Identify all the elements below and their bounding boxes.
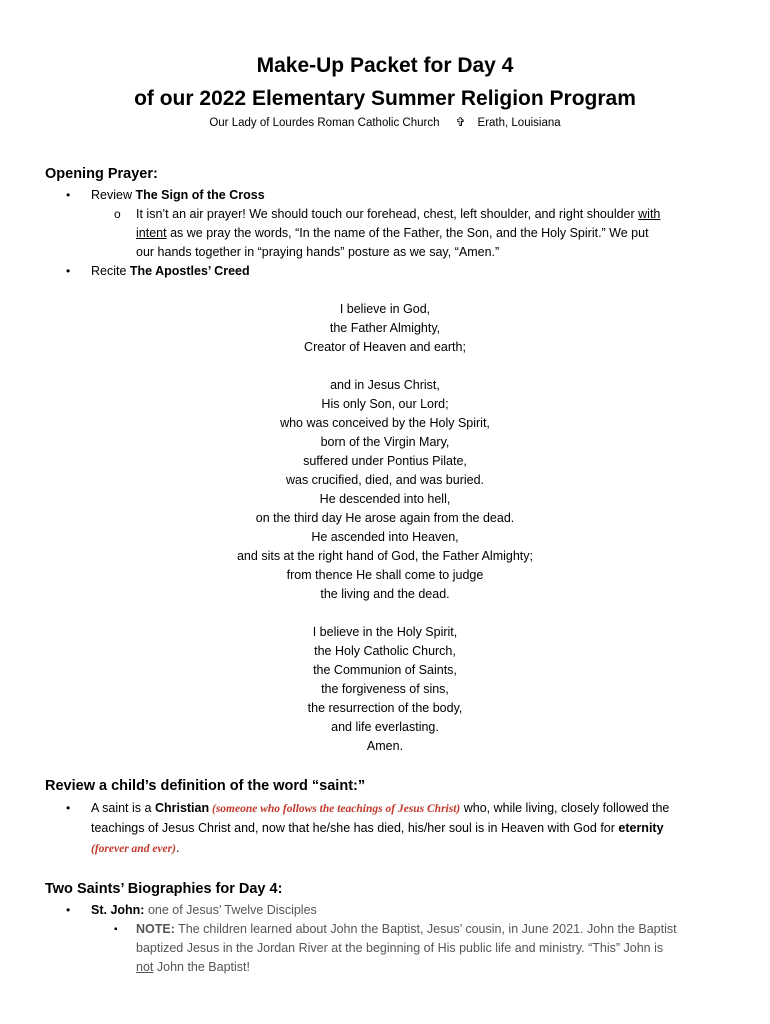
sub-bullet-icon: o bbox=[114, 207, 121, 221]
creed-line: born of the Virgin Mary, bbox=[320, 435, 450, 449]
creed-line: the Communion of Saints, bbox=[313, 663, 457, 677]
creed-line: His only Son, our Lord; bbox=[321, 397, 449, 411]
saint-definition-heading: Review a child’s definition of the word “saint:” bbox=[45, 778, 366, 794]
sign-of-cross-line-3: our hands together in “praying hands” posture as we say, “Amen.” bbox=[136, 245, 500, 259]
eternity-definition: (forever and ever) bbox=[91, 843, 176, 855]
note-line-3: not John the Baptist! bbox=[136, 960, 250, 974]
saint-definition-line-2: teachings of Jesus Christ and, now that he/she has died, his/her soul is in Heaven with God for eternity bbox=[91, 821, 664, 835]
creed-line: I believe in God, bbox=[339, 302, 431, 316]
location: Erath, Louisiana bbox=[477, 117, 561, 129]
creed-line: and in Jesus Christ, bbox=[330, 378, 440, 392]
creed-line: Amen. bbox=[366, 739, 404, 753]
creed-line: He descended into hell, bbox=[319, 492, 451, 506]
creed-line: who was conceived by the Holy Spirit, bbox=[280, 416, 490, 430]
creed-line: the resurrection of the body, bbox=[307, 701, 463, 715]
saint-definition-line-3: (forever and ever). bbox=[91, 841, 180, 855]
creed-line: the Holy Catholic Church, bbox=[314, 644, 456, 658]
note-line-2: baptized Jesus in the Jordan River at the beginning of His public life and ministry. “This” John is bbox=[136, 941, 664, 955]
creed-line: the forgiveness of sins, bbox=[321, 682, 449, 696]
apostles-creed-title: The Apostles’ Creed bbox=[129, 264, 250, 278]
bullet-icon: • bbox=[66, 188, 71, 202]
list-item-sign-of-cross: Review The Sign of the Cross bbox=[91, 188, 265, 202]
title-line-1: Make-Up Packet for Day 4 bbox=[256, 54, 514, 77]
bullet-icon: • bbox=[66, 801, 71, 815]
sign-of-cross-line-1: It isn’t an air prayer! We should touch our forehead, chest, left shoulder, and right shoulder with bbox=[136, 207, 661, 221]
note-label: NOTE: bbox=[136, 922, 175, 936]
note-line-1: NOTE: The children learned about John the Baptist, Jesus’ cousin, in June 2021. John the Baptist bbox=[136, 922, 677, 936]
bullet-icon: • bbox=[66, 903, 71, 917]
creed-line: Creator of Heaven and earth; bbox=[304, 340, 466, 354]
st-john-name: St. John: bbox=[91, 903, 145, 917]
square-bullet-icon: ▪ bbox=[114, 924, 118, 935]
creed-line: I believe in the Holy Spirit, bbox=[312, 625, 458, 639]
creed-line: was crucified, died, and was buried. bbox=[285, 473, 485, 487]
creed-line: the Father Almighty, bbox=[329, 321, 441, 335]
creed-line: and life everlasting. bbox=[331, 720, 439, 734]
creed-line: suffered under Pontius Pilate, bbox=[303, 454, 467, 468]
sign-of-cross-line-2: intent as we pray the words, “In the name of the Father, the Son, and the Holy Spirit.” We put bbox=[136, 226, 649, 240]
christian-definition: (someone who follows the teachings of Jesus Christ) bbox=[209, 803, 461, 815]
church-name: Our Lady of Lourdes Roman Catholic Church bbox=[209, 117, 440, 129]
biographies-heading: Two Saints’ Biographies for Day 4: bbox=[45, 881, 283, 897]
cross-icon: ✞ bbox=[455, 115, 466, 129]
creed-line: and sits at the right hand of God, the Father Almighty; bbox=[236, 549, 533, 563]
sign-of-cross-title: The Sign of the Cross bbox=[135, 188, 265, 202]
creed-line: on the third day He arose again from the dead. bbox=[255, 511, 515, 525]
creed-line: He ascended into Heaven, bbox=[311, 530, 459, 544]
saint-definition-line-1: A saint is a Christian (someone who follows the teachings of Jesus Christ) who, while living, closely followed the bbox=[91, 801, 670, 815]
title-line-2: of our 2022 Elementary Summer Religion Program bbox=[134, 87, 636, 110]
list-item-apostles-creed: Recite The Apostles’ Creed bbox=[91, 264, 250, 278]
subtitle bbox=[0, 114, 770, 131]
st-john-item: St. John: one of Jesus’ Twelve Disciples bbox=[91, 903, 317, 917]
opening-prayer-heading: Opening Prayer: bbox=[45, 166, 158, 182]
creed-line: the living and the dead. bbox=[320, 587, 450, 601]
creed-line: from thence He shall come to judge bbox=[286, 568, 484, 582]
bullet-icon: • bbox=[66, 264, 71, 278]
